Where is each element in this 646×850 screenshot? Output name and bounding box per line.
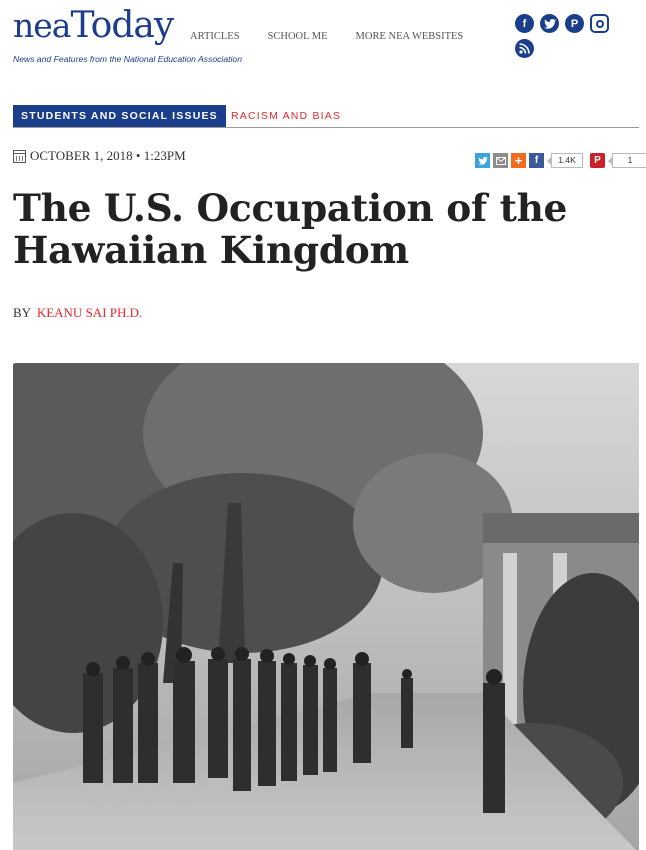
facebook-share-count: 1.4K [551, 153, 583, 168]
share-more-icon[interactable]: + [511, 153, 526, 168]
facebook-icon[interactable]: f [515, 14, 534, 33]
logo-today-text: Today [70, 5, 174, 46]
share-pinterest-icon[interactable]: P [590, 153, 605, 168]
article-hero-photo [13, 363, 639, 850]
social-links [515, 14, 625, 58]
pinterest-share-count: 1 [612, 153, 646, 168]
twitter-icon[interactable] [540, 14, 559, 33]
byline [13, 305, 142, 321]
nav-articles[interactable]: ARTICLES [190, 31, 240, 42]
rss-icon[interactable] [515, 39, 534, 58]
article-title: The U.S. Occupation of the Hawaiian Kingdom [13, 186, 568, 272]
share-twitter-icon[interactable] [475, 153, 490, 168]
category-racism-bias[interactable]: RACISM AND BIAS [231, 110, 342, 122]
instagram-icon[interactable] [590, 14, 609, 33]
logo-nea-text: nea [13, 6, 71, 45]
nav-more-nea-websites[interactable]: MORE NEA WEBSITES [355, 31, 464, 42]
author-link[interactable]: KEANU SAI PH.D. [36, 305, 143, 320]
site-tagline: News and Features from the National Education Association [13, 54, 242, 64]
calendar-icon [13, 150, 26, 163]
pinterest-icon[interactable]: P [565, 14, 584, 33]
share-bar [475, 153, 646, 168]
category-bar [13, 105, 639, 128]
share-email-icon[interactable] [493, 153, 508, 168]
nav-school-me[interactable]: SCHOOL ME [267, 31, 328, 42]
publish-date [13, 148, 186, 164]
date-text: OCTOBER 1, 2018 • 1:23PM [30, 148, 186, 163]
share-facebook-icon[interactable]: f [529, 153, 544, 168]
site-logo[interactable] [13, 6, 173, 46]
top-navigation [190, 31, 463, 42]
byline-prefix: BY [13, 305, 31, 320]
category-students-social-issues[interactable]: STUDENTS AND SOCIAL ISSUES [13, 105, 226, 127]
